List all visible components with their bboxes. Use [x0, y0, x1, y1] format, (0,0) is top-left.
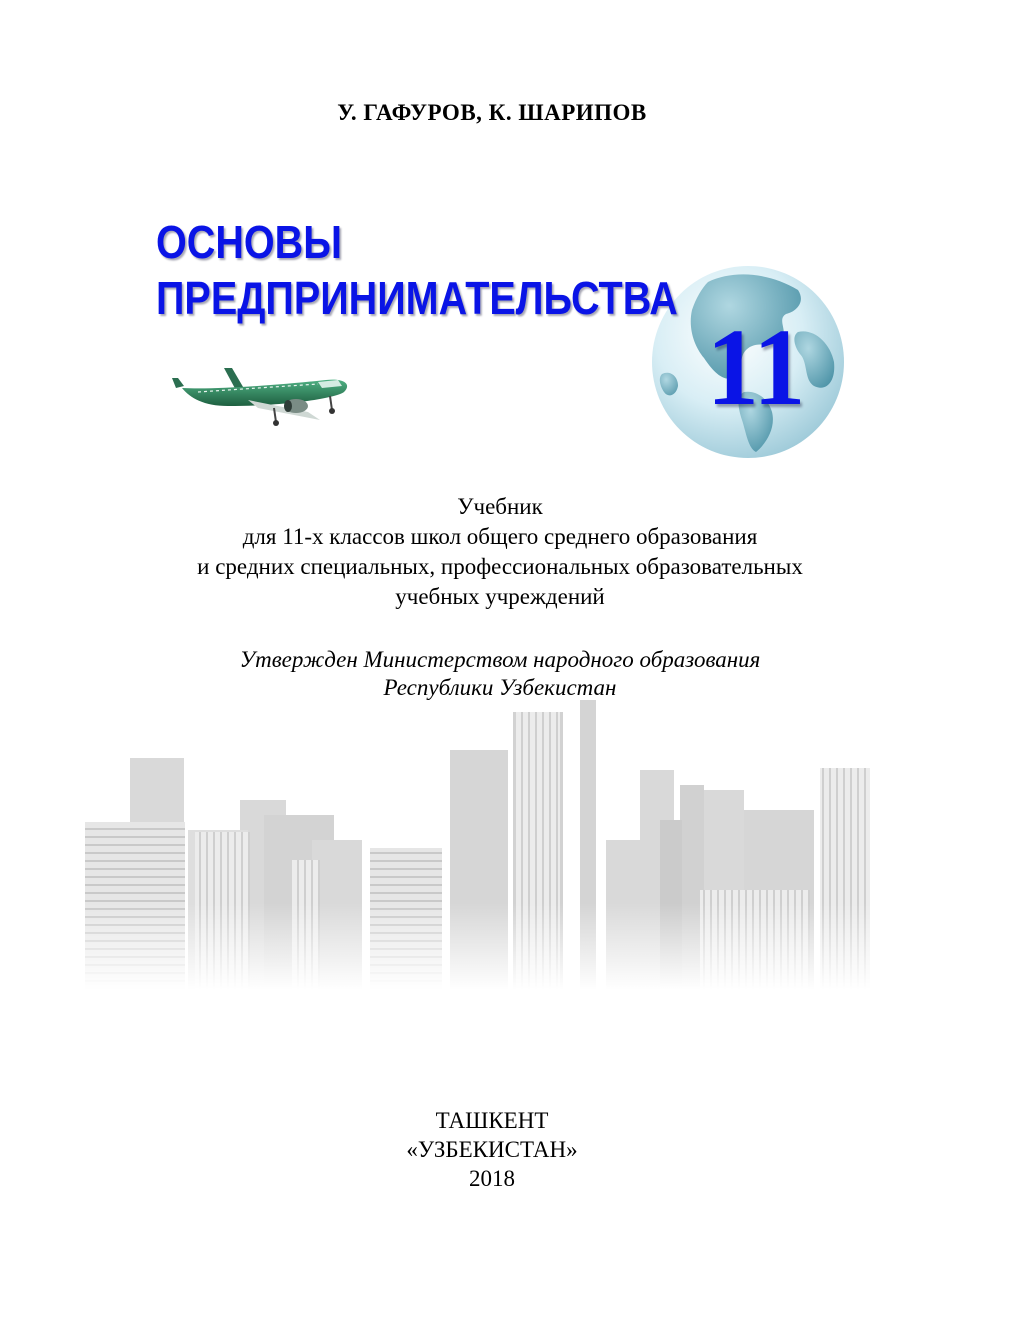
airplane-image — [168, 362, 358, 428]
description-line-3: и средних специальных, профессиональных образовательных — [197, 554, 803, 579]
description-line-1: Учебник — [457, 494, 543, 519]
description — [0, 492, 1000, 612]
imprint-year: 2018 — [469, 1166, 515, 1191]
approval-note — [0, 646, 1000, 702]
title-line-2: ПРЕДПРИНИМАТЕЛЬСТВА — [156, 272, 678, 324]
title-line-1: ОСНОВЫ — [156, 216, 342, 268]
description-line-2: для 11-х классов школ общего среднего образования — [242, 524, 758, 549]
description-line-4: учебных учреждений — [395, 584, 605, 609]
approval-line-1: Утвержден Министерством народного образования — [239, 647, 761, 672]
imprint — [0, 1106, 984, 1193]
imprint-city: ТАШКЕНТ — [435, 1108, 549, 1133]
grade-number: 11 — [706, 306, 806, 428]
imprint-publisher: «УЗБЕКИСТАН» — [406, 1137, 578, 1162]
authors: У. ГАФУРОВ, К. ШАРИПОВ — [337, 100, 647, 125]
approval-line-2: Республики Узбекистан — [383, 675, 617, 700]
book-title — [156, 214, 678, 326]
city-skyline-image — [80, 700, 910, 990]
